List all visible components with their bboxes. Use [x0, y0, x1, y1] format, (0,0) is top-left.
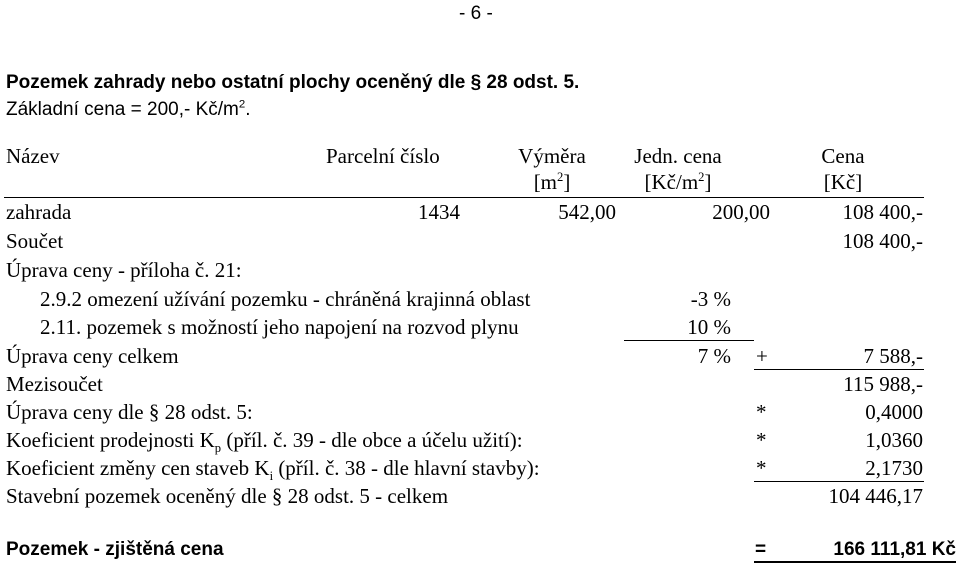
- header-divider: [4, 197, 924, 198]
- coef-2-op: *: [756, 428, 767, 452]
- coef-3-label: Koeficient změny cen staveb $K_i$ (příl. č. 38 - dle hlavní stavby):: [6, 456, 540, 484]
- adjust-total-op: +: [756, 344, 768, 368]
- row-name: zahrada: [6, 200, 72, 224]
- sum-value: 108 400,-: [842, 229, 923, 253]
- adjust-total-divider: [754, 369, 924, 370]
- adjust-1-value: -3 %: [690, 287, 731, 311]
- sum-label: Součet: [6, 229, 64, 253]
- col-price-header: Cena: [821, 144, 865, 168]
- row-unit-price: 200,00: [712, 200, 770, 224]
- subtotal-label: Mezisoučet: [6, 372, 103, 396]
- col-unit-price-unit: $[Kč/m^2]$: [644, 170, 712, 194]
- adjust-header: Úprava ceny - příloha č. 21:: [6, 258, 242, 282]
- page-number: - 6 -: [459, 3, 493, 24]
- coef-1-label: Úprava ceny dle § 28 odst. 5:: [6, 400, 253, 424]
- adjust-total-value: 7 588,-: [863, 344, 923, 368]
- col-area-header: Výměra: [518, 144, 586, 168]
- adjust-total-label: Úprava ceny celkem: [6, 344, 179, 368]
- col-name-header: Název: [6, 144, 60, 168]
- adjust-divider: [624, 340, 754, 341]
- coef-divider: [754, 481, 924, 482]
- subtotal-value: 115 988,-: [843, 372, 923, 396]
- adjust-total-pct: 7 %: [697, 344, 731, 368]
- col-area-unit: $[m^2]$: [533, 170, 571, 194]
- coef-2-label: Koeficient prodejnosti $K_p$ (příl. č. 39 - dle obce a účelu užití):: [6, 428, 523, 456]
- building-total-value: 104 446,17: [828, 484, 923, 508]
- final-value: 166 111,81 Kč: [833, 539, 956, 560]
- col-parcel-header: Parcelní číslo: [326, 144, 440, 168]
- col-unit-price-header: Jedn. cena: [634, 144, 722, 168]
- row-price: 108 400,-: [842, 200, 923, 224]
- final-label: Pozemek - zjištěná cena: [6, 539, 224, 560]
- final-op: =: [755, 539, 767, 560]
- adjust-2-value: 10 %: [687, 315, 731, 339]
- final-underline: [754, 561, 956, 563]
- section-heading: Pozemek zahrady nebo ostatní plochy oceněný dle § 28 odst. 5.: [6, 72, 580, 93]
- base-price: Základní cena = 200,- $Kč/m^2$.: [6, 98, 251, 120]
- col-price-unit: [Kč]: [823, 170, 863, 194]
- coef-2-value: 1,0360: [865, 428, 923, 452]
- coef-3-op: *: [756, 456, 767, 480]
- coef-1-value: 0,4000: [865, 400, 923, 424]
- row-parcel: 1434: [418, 200, 460, 224]
- adjust-2-label: 2.11. pozemek s možností jeho napojení na rozvod plynu: [40, 315, 519, 339]
- coef-1-op: *: [756, 400, 767, 424]
- row-area: 542,00: [558, 200, 616, 224]
- adjust-1-label: 2.9.2 omezení užívání pozemku - chráněná krajinná oblast: [40, 287, 531, 311]
- coef-3-value: 2,1730: [865, 456, 923, 480]
- building-total-label: Stavební pozemek oceněný dle § 28 odst. 5 - celkem: [6, 484, 449, 508]
